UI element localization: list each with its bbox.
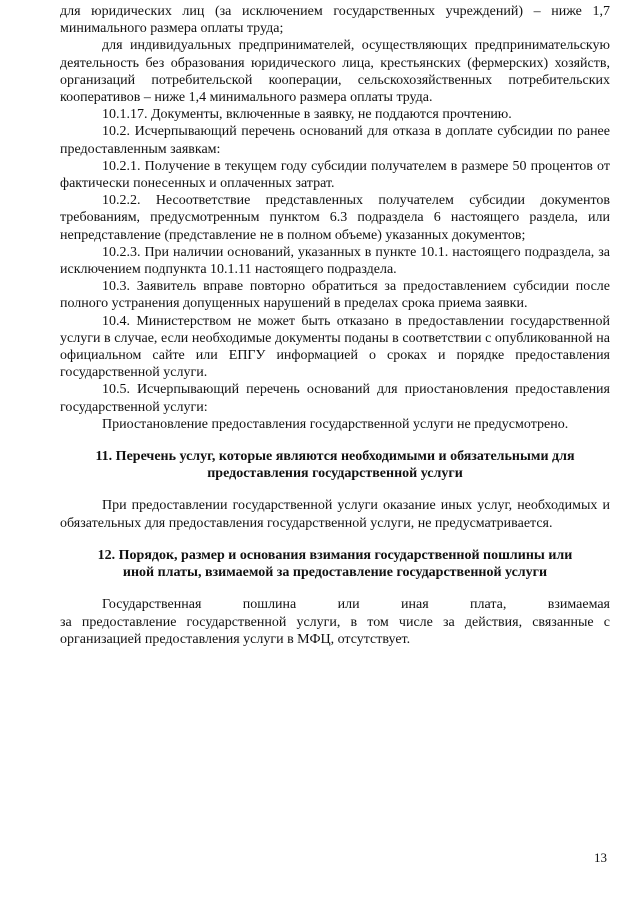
- page-number: 13: [594, 850, 607, 865]
- section-12-text-line1: Государственная пошлина или иная плата, взимаемая: [102, 597, 610, 613]
- paragraph-10-2-1: 10.2.1. Получение в текущем году субсидии получателем в размере 50 процентов от фактически понесенных и оплаченных затрат.: [60, 158, 610, 192]
- paragraph-10-3: 10.3. Заявитель вправе повторно обратиться за предоставлением субсидии после полного устранения допущенных нарушений в пределах срока приема заявки.: [60, 279, 610, 312]
- paragraph-10-2-2: 10.2.2. Несоответствие представленных получателем субсидии документов требованиям, предусмотренным пунктом 6.3 подраздела 6 настоящего раздела, или непредставление (представление не в полном объеме) указанных документов;: [60, 193, 610, 243]
- section-12-heading: [60, 547, 610, 581]
- paragraph-entrepreneurs: для индивидуальных предпринимателей, осуществляющих предпринимательскую деятельность без образования юридического лица, крестьянских (фермерских) хозяйств, организаций потребительской кооперации, сельскохозяйственных потребительских кооперативов – ниже 1,4 минимального размера оплаты труда.: [60, 38, 610, 106]
- section-11-text: При предоставлении государственной услуги оказание иных услуг, необходимых и обязательных для предоставления государственной услуги, не предусматривается.: [60, 498, 610, 531]
- section-11-heading-line1: 11. Перечень услуг, которые являются необходимыми и обязательными для: [95, 449, 575, 465]
- paragraph-10-1-17: 10.1.17. Документы, включенные в заявку, не поддаются прочтению.: [102, 107, 512, 123]
- section-12-heading-line1: 12. Порядок, размер и основания взимания государственной пошлины или: [97, 547, 573, 563]
- section-11-heading-line2: предоставления государственной услуги: [207, 466, 463, 482]
- section-11-heading: [60, 448, 610, 482]
- paragraph-10-5: 10.5. Исчерпывающий перечень оснований для приостановления предоставления государственной услуги:: [60, 382, 610, 415]
- paragraph-10-2-3: 10.2.3. При наличии оснований, указанных в пункте 10.1. настоящего подраздела, за исключением подпункта 10.1.11 настоящего подраздела.: [60, 244, 610, 278]
- section-12-text-rest: за предоставление государственной услуги, в том числе за действия, связанные с организацией предоставления услуги в МФЦ, отсутствует.: [60, 614, 610, 647]
- paragraph-10-2: 10.2. Исчерпывающий перечень оснований для отказа в доплате субсидии по ранее предоставленным заявкам:: [60, 124, 610, 157]
- document-page: [60, 3, 610, 648]
- paragraph-10-4: 10.4. Министерством не может быть отказано в предоставлении государственной услуги в случае, если необходимые документы поданы в соответствии с опубликованной на официальном сайте или ЕПГУ информацией о сроках и порядке предоставления государственной услуги.: [60, 313, 610, 381]
- paragraph-suspension: Приостановление предоставления государственной услуги не предусмотрено.: [102, 416, 569, 432]
- section-12-heading-line2: иной платы, взимаемой за предоставление государственной услуги: [122, 565, 548, 581]
- paragraph-legal-entities: для юридических лиц (за исключением государственных учреждений) – ниже 1,7 минимального размера оплаты труда;: [60, 4, 610, 37]
